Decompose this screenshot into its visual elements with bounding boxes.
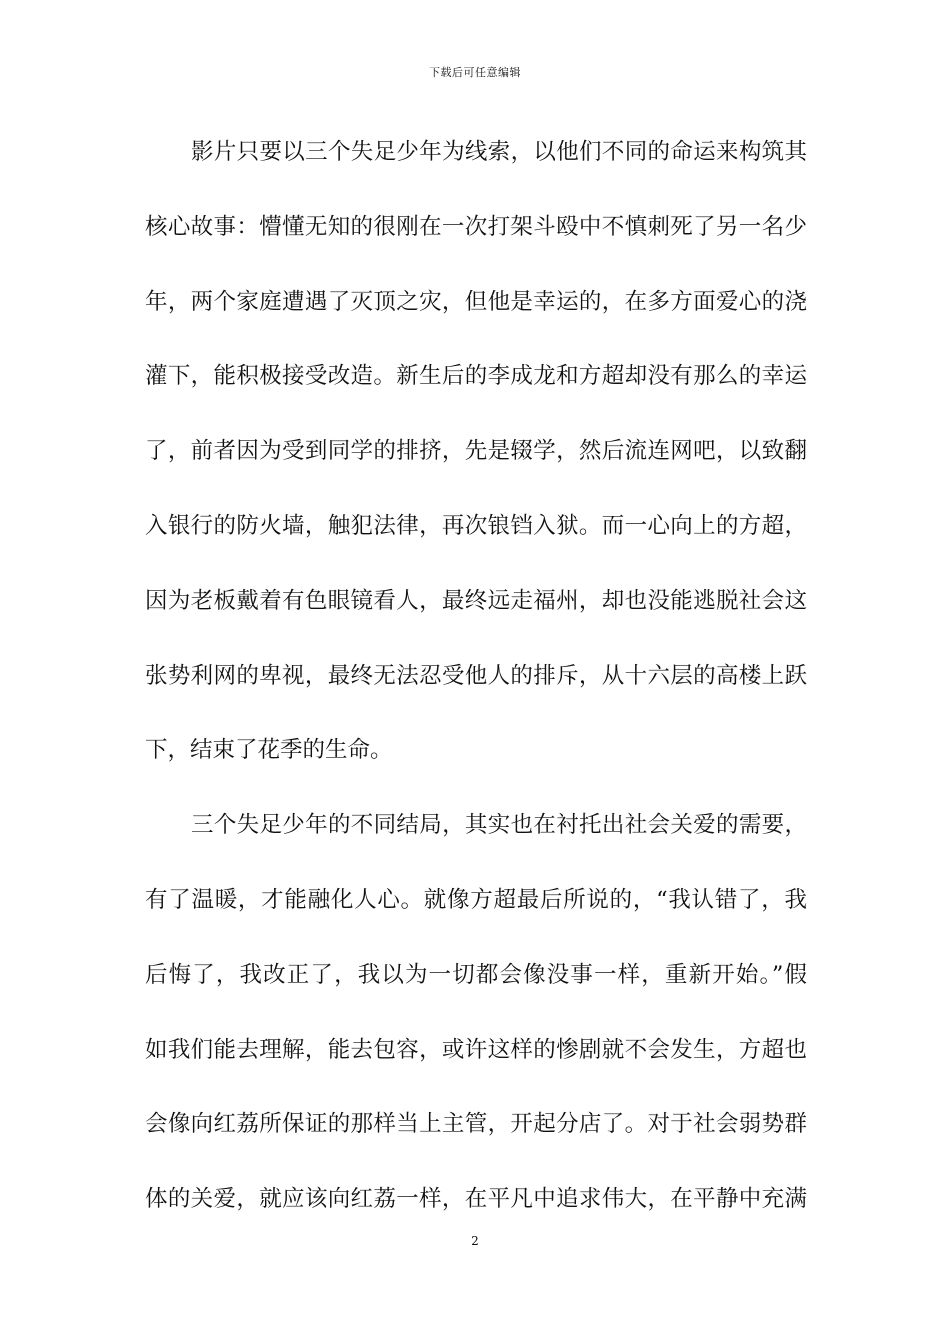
paragraph-2-line-6: 体的关爱，就应该向红荔一样，在平凡中追求伟大，在平静中充满 — [145, 1186, 807, 1213]
paragraph-1-line-6: 入银行的防火墙，触犯法律，再次锒铛入狱。而一心向上的方超， — [145, 512, 807, 539]
paragraph-2-line-4: 如我们能去理解，能去包容，或许这样的惨剧就不会发生，方超也 — [145, 1036, 807, 1063]
paragraph-2-line-5: 会像向红荔所保证的那样当上主管，开起分店了。对于社会弱势群 — [145, 1111, 807, 1138]
paragraph-1-line-5: 了，前者因为受到同学的排挤，先是辍学，然后流连网吧，以致翻 — [145, 438, 807, 465]
page-number: 2 — [471, 1234, 479, 1248]
page-header: 下载后可任意编辑 — [429, 66, 521, 79]
body-text — [145, 130, 807, 1252]
paragraph-1-line-1: 影片只要以三个失足少年为线索，以他们不同的命运来构筑其 — [191, 139, 807, 165]
paragraph-2-line-1: 三个失足少年的不同结局，其实也在衬托出社会关爱的需要， — [191, 812, 807, 839]
paragraph-1-line-8: 张势利网的卑视，最终无法忍受他人的排斥，从十六层的高楼上跃 — [145, 662, 807, 689]
paragraph-1-line-3: 年，两个家庭遭遇了灭顶之灾，但他是幸运的，在多方面爱心的浇 — [145, 288, 807, 315]
paragraph-1-line-2: 核心故事：懵懂无知的很刚在一次打架斗殴中不慎刺死了另一名少 — [145, 213, 807, 240]
paragraph-2-line-2: 有了温暖，才能融化人心。就像方超最后所说的，“我认错了，我 — [145, 886, 807, 913]
paragraph-2-line-3: 后悔了，我改正了，我以为一切都会像没事一样，重新开始。”假 — [145, 961, 807, 988]
paragraph-1-line-4: 灌下，能积极接受改造。新生后的李成龙和方超却没有那么的幸运 — [145, 363, 807, 390]
paragraph-1-line-7: 因为老板戴着有色眼镜看人，最终远走福州，却也没能逃脱社会这 — [145, 587, 807, 614]
paragraph-1-line-9: 下，结束了花季的生命。 — [145, 737, 393, 764]
